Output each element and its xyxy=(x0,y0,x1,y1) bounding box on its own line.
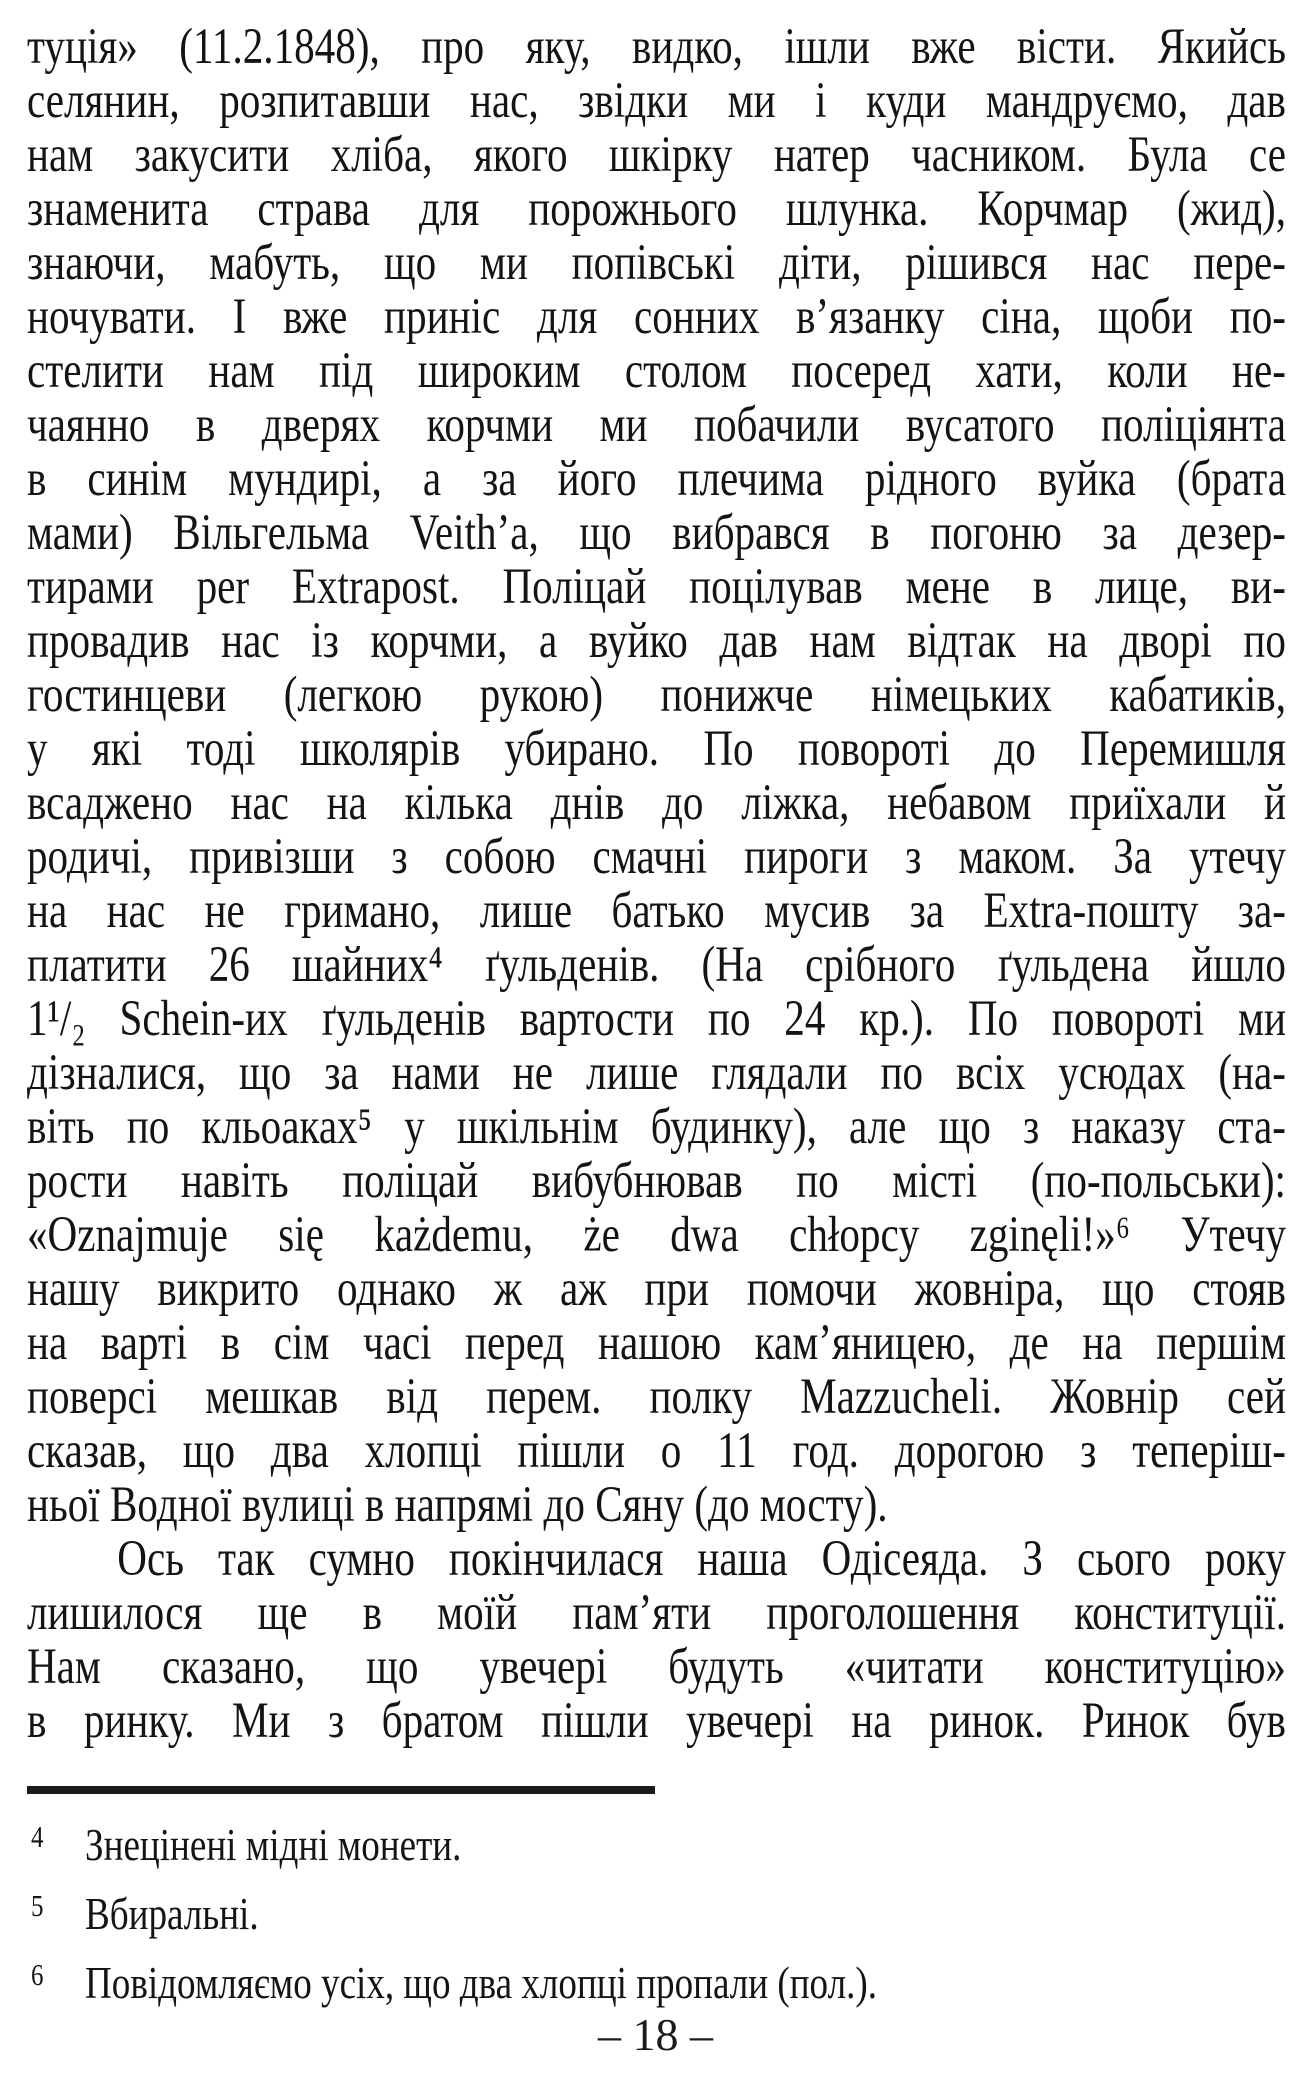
footnote-marker: 4 xyxy=(31,1819,44,1854)
text-line: в ринку. Ми з братом пішли увечері на ринок. Ринок був xyxy=(27,1693,1286,1749)
text-line: в синім мундирі, а за його плечима рідного вуйка (брата xyxy=(27,451,1286,507)
text-line: 1¹/₂ Schein-их ґульденів вартости по 24 кр.). По повороті ми xyxy=(27,991,1286,1047)
text-line: всаджено нас на кілька днів до ліжка, небавом приїхали й xyxy=(27,775,1286,831)
text-line: дізналися, що за нами не лише глядали по всіх усюдах (на- xyxy=(27,1045,1286,1101)
text-line: нашу викрито однако ж аж при помочи жовніра, що стояв xyxy=(27,1261,1286,1317)
text-line: ньої Водної вулиці в напрямі до Сяну (до мосту). xyxy=(27,1477,888,1533)
body-text xyxy=(27,20,1286,1748)
footnote-marker: 5 xyxy=(31,1888,44,1923)
text-line: туція» (11.2.1848), про яку, видко, ішли вже вісти. Якийсь xyxy=(27,19,1286,75)
footnote-text: Знецінені мідні монети. xyxy=(85,1819,462,1870)
page-number: – 18 – xyxy=(598,2009,713,2060)
text-line: стелити нам під широким столом посеред хати, коли не- xyxy=(27,343,1286,399)
text-line: рости навіть поліцай вибубнював по місті (по-польськи): xyxy=(27,1153,1286,1209)
text-line: знаючи, мабуть, що ми попівські діти, рішився нас пере- xyxy=(27,235,1286,291)
footnote-text: Вбиральні. xyxy=(85,1888,259,1939)
text-line: Нам сказано, що увечері будуть «читати конституцію» xyxy=(27,1639,1286,1695)
text-line: нам закусити хліба, якого шкірку натер часником. Була се xyxy=(27,127,1286,183)
text-line: на нас не гримано, лише батько мусив за Extra-пошту за- xyxy=(27,883,1286,939)
text-line: родичі, привізши з собою смачні пироги з маком. За утечу xyxy=(27,829,1286,885)
text-line: на варті в сім часі перед нашою кам’яницею, де на першім xyxy=(27,1315,1286,1371)
footnote xyxy=(27,1948,1286,2010)
footnote-marker: 6 xyxy=(31,1957,44,1992)
text-line: платити 26 шайних⁴ ґульденів. (На срібного ґульдена йшло xyxy=(27,937,1286,993)
footnote-divider xyxy=(27,1786,655,1794)
text-line: гостинцеви (легкою рукою) понижче німецьких кабатиків, xyxy=(27,667,1286,723)
text-line: тирами per Extrapost. Поліцай поцілував мене в лице, ви- xyxy=(27,559,1286,615)
text-line: у які тоді школярів убирано. По повороті до Перемишля xyxy=(27,721,1286,777)
text-line: віть по кльоаках⁵ у шкільнім будинку), але що з наказу ста- xyxy=(27,1099,1286,1155)
footnote xyxy=(27,1810,1286,1872)
footnotes-block xyxy=(27,1810,1286,2017)
text-line: ночувати. І вже приніс для сонних в’язанку сіна, щоби по- xyxy=(27,289,1286,345)
text-line: мами) Вільгельма Veith’а, що вибрався в погоню за дезер- xyxy=(27,505,1286,561)
text-line: поверсі мешкав від перем. полку Mazzucheli. Жовнір сей xyxy=(27,1369,1286,1425)
text-line: чаянно в дверях корчми ми побачили вусатого поліціянта xyxy=(27,397,1286,453)
text-line: «Oznajmuje się każdemu, że dwa chłopcy zginęli!»⁶ Утечу xyxy=(27,1207,1286,1263)
text-line: знаменита страва для порожнього шлунка. Корчмар (жид), xyxy=(27,181,1286,237)
text-line: селянин, розпитавши нас, звідки ми і куди мандруємо, дав xyxy=(27,73,1286,129)
text-line: сказав, що два хлопці пішли о 11 год. дорогою з теперіш- xyxy=(27,1423,1286,1479)
text-line: провадив нас із корчми, а вуйко дав нам відтак на дворі по xyxy=(27,613,1286,669)
footnote-text: Повідомляємо усіх, що два хлопці пропали (пол.). xyxy=(85,1957,877,2008)
text-line: Ось так сумно покінчилася наша Одісеяда. З сього року xyxy=(117,1531,1286,1587)
text-line: лишилося ще в моїй пам’яти проголошення конституції. xyxy=(27,1585,1286,1641)
footnote xyxy=(27,1879,1286,1941)
